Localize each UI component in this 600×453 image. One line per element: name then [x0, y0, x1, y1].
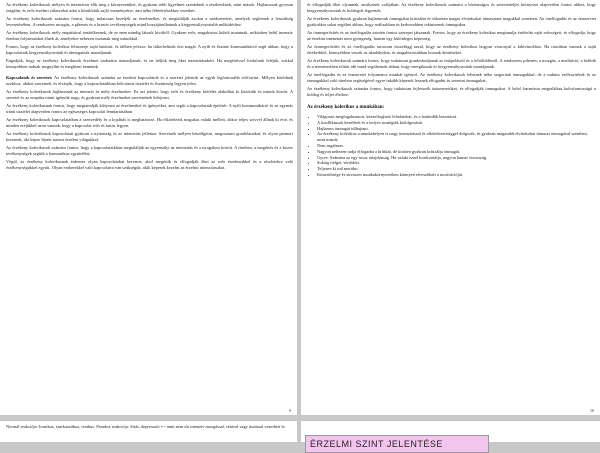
paragraph: és elfogadják őket olyannak, amilyenek valójában. Az érzékeny kolerikusok számára a biztonságos és szeretetteljes környezet alapvetően fontos ahhoz, hogy kiegyensúlyozottak és boldogok legyenek.: [307, 2, 596, 13]
page-number: 9: [289, 408, 291, 413]
page-title: ÉRZELMI SZINT JELENTÉSE: [305, 435, 489, 453]
list-item: • A konfliktusok kezelését és a helyes stratégiák kidolgozását.: [317, 120, 596, 126]
paragraph: Az érzékeny kolerikusok kapcsolataiban a szenvedély és a lojalitás is meghatározó. Ha elkötelezik magukat valaki mellett, akkor teljes szívvel állnak ki érte, és minden erejükkel azon vannak, hogy a kapcsolat erős és tartós legyen.: [6, 117, 293, 128]
relationship-label: Kapcsolatok és szeretet:: [6, 75, 53, 80]
document-page-10: [301, 0, 600, 415]
paragraph: Az érzékeny kolerikusok számára fontos, hogy tudatosan fejlesszék önismeretüket, és elfogadják önmagukat. A belső harmónia megtalálása kulcsfontosságú a boldog és teljes élethez.: [307, 86, 596, 97]
paragraph: Az érzékeny kolerikusok kapcsolatait gyakran a nyitottság és az intenzitás jellemzi. Szeretnek mélyen beszélgetni, megosztani gondolataikat, és olyan partnert keresnek, aki képes lépést tartani érzelmi világukkal.: [6, 131, 293, 142]
paragraph: Az érzékeny kolerikusok számára fontos, hogy a kapcsolataikban megtalálják az egyensúlyt az intenzitás és a nyugalom között. A türelem, a megértés és a közös tevékenységek segítik a harmonikus együttélést.: [6, 145, 293, 156]
paragraph: Normál reakciója: Ironikus, szarkasztikus, cinikus. Paradox reakciója: Sírás, depresszió => amit nem tűr intenzív mozgással, sétával vagy úszással vezetheti le.: [6, 424, 286, 429]
paragraph: Az önmegerősítés és az önelfogadás szintén fontos szerepet játszanak. Fontos, hogy az érzékeny kolerikus megtanulja értékelni saját erősségeit, és elfogadja, hogy az érzelmi intenzitás nem gyengeség, hanem egy különleges képesség.: [307, 30, 596, 41]
list-item: • Nem rugalmas.: [317, 143, 596, 149]
list-item: • Az érzékeny kolerikus a munkahelyen is nagy intenzitással és elkötelezettséggel dolgozik, és gyakran magasabb elvárásokat támaszt önmagával szemben, mint mások.: [317, 131, 596, 143]
document-page-9: [0, 0, 297, 415]
document-page-12: [301, 421, 600, 449]
list-item: • Gyors. Számára az egy rossz tulajdonság. Ha valaki ezzel konfrontálja, nagyon hamar visszavág.: [317, 155, 596, 161]
paragraph: Az érzékeny kolerikusnak fontos, hogy megtanulják kifejezni az érzelmeiket és igényeiket, ami segíti a kapcsolataik építését. A nyílt kommunikáció és az egymás iránti tisztelet alapvetően fontos az egészséges kapcsolat fenntartásában.: [6, 103, 293, 114]
paragraph: Engedjük, hogy az érzékeny kolerikusok érzelmei szabadon áramoljanak, és ne ítéljük meg őket intenzitásukért. Ha megértéssel fordulunk feléjük, sokkal könnyebben tudnak megnyílni és megbízni bennünk.: [6, 58, 293, 69]
relationship-text: Az érzékeny kolerikusok számára az érzelmi kapcsolatok és a szeretet jelentik az egyik legfontosabb erőforrást. Mélyen kötődnek azokhoz, akiket szeretnek, és elvárják, hogy a kapcsolataikban kölcsönös tisztelet és őszinteség legyen jelen.: [6, 75, 293, 86]
document-page-11: [0, 421, 297, 442]
list-item: • Sokáig ítélget, sértődött.: [317, 160, 596, 166]
paragraph: Az érzékeny kolerikusok mély empátiával rendelkeznek, de ez nem mindig látszik kívülről. Gyakran erős, magabiztos külsőt mutatnak, miközben belül intenzív érzelmi folyamatokat élnek át, amelyeket nehezen osztanak meg másokkal.: [6, 30, 293, 41]
paragraph: Az érzékeny kolerikusok gyakran hajlamosak önmagukat kritizálni és túlzottan magas elvárásokat támasztani magukkal szemben. Az önelfogadás és az önszeretet gyakorlása sokat segíthet abban, hogy reálisabban és kedvesebben tekintsenek önmagukra.: [307, 16, 596, 27]
paragraph: Az érzékeny kolerikusok számára fontos, hogy tudatosan gondoskodjanak az önápolásról és a feltöltődésről. A rendszeres pihenés, a mozgás, a meditáció, a hobbik és a természetben töltött idő mind segíthetnek abban, hogy energikusak és kiegyensúlyozottak maradjanak.: [307, 58, 596, 69]
relationship-paragraph: [6, 75, 293, 86]
bullet-list: [317, 114, 596, 178]
page-number: 10: [590, 408, 594, 413]
paragraph: Végül, az érzékeny kolerikusnak érdemes olyan kapcsolatokat keresnie, ahol megértik és elfogadják őket az erős érzelmeikkel és a részletekre való érzékenységükkel együtt. Olyan emberekkel való kapcsolatra van szükségük, akik képesek kezelni az érzelmi intenzitásukat.: [6, 159, 293, 170]
paragraph: Az önelfogadás és az önszeretet folyamatos munkát igényel. Az érzékeny kolerikusok lehetnek néha szigorúak önmagukkal, de a tudatos erőfeszítések és az önmagukkal való türelem segítségével egyre inkább képesek lesznek elfogadni és szeretni önmagukat.: [307, 72, 596, 83]
list-item: • Kimerültsége és stresszes munkakörnyezetben könnyen elveszítheti a motivációját.: [317, 172, 596, 178]
list-item: • Hajlamos önmagát túlhajtani.: [317, 126, 596, 132]
paragraph: Az érzékeny kolerikusok számára fontos, hogy tudatosan kezeljék az érzelmeiket, és megtalálják azokat a módszereket, amelyek segítenek a feszültség levezetésében. A rendszeres mozgás, a pihenés és a kreatív tevékenységek mind hozzájárulhatnak a kiegyensúlyozottabb működéshez.: [6, 16, 293, 27]
list-item: • Nagyon nehezen tudja elfogadni a kritikát, de közben gyakran kritizálja önmagát.: [317, 149, 596, 155]
section-heading: Az érzékeny kolerikus a munkában:: [307, 105, 385, 110]
paragraph: Az érzékeny kolerikusok mélyen és intenzíven élik meg a környezetüket, és gyakran több figyelmet szentelnek a részleteknek, mint mások. Hajlamosak gyorsan reagálni, és erős érzelmi válaszokat adni a körülöttük zajló eseményekre, ami néha félreértésekhez vezethet.: [6, 2, 293, 13]
list-item: • Világosan megfogalmazott, kézzelfogható feladatokat, és a határidők betartását.: [317, 114, 596, 120]
paragraph: Fontos, hogy az érzékeny kolerikus felismerje saját határait, és időben jelezze, ha túlterheltnek érzi magát. A nyílt és őszinte kommunikáció segít abban, hogy a kapcsolataik kiegyensúlyozottak és támogatóak maradjanak.: [6, 44, 293, 55]
paragraph: Az önmegerősítés és az önelfogadás szorosan összefügg azzal, hogy az érzékeny kolerikus hogyan viszonyul a kihívásokhoz. Ha tisztában vannak a saját értékeikkel, könnyebben veszik az akadályokat, és magabiztosabban hoznak döntéseket.: [307, 44, 596, 55]
list-item: • Teljesen ki tud merülni.: [317, 166, 596, 172]
paragraph: Az érzékeny kolerikusok hajlamosak az intenzív és mély érzelmekre. Ez azt jelenti, hogy erős és érzékeny kötődés alakulhat ki közöttük és mások között. A szeretet és az empátia iránti igényük nagy, és gyakran mély érzelmeket szeretnének kifejezni.: [6, 89, 293, 100]
